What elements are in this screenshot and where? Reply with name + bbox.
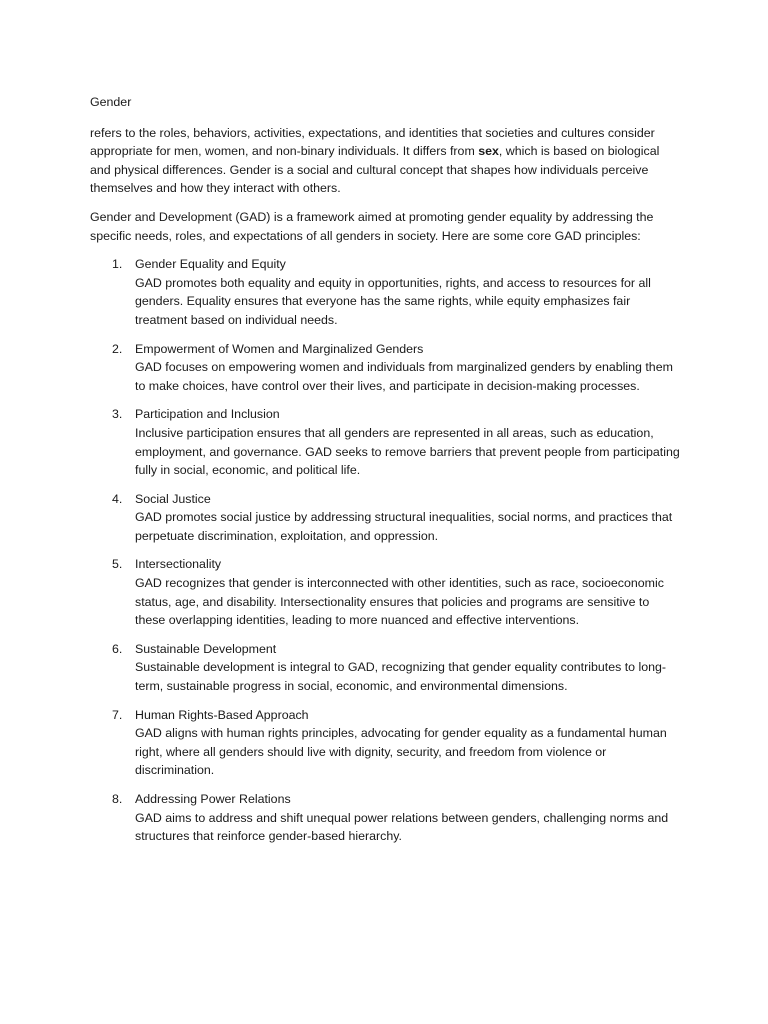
principle-number: 5. [112, 557, 123, 572]
document-body [90, 93, 680, 856]
principle-number: 4. [112, 491, 123, 506]
principle-title: Participation and Inclusion [135, 407, 280, 422]
principle-item [90, 640, 680, 696]
principle-description: GAD aims to address and shift unequal power relations between genders, challenging norms and structures that reinforce gender-based hierarchy. [135, 810, 669, 844]
principle-description: Sustainable development is integral to GAD, recognizing that gender equality contributes to long-term, sustainable progress in social, economic, and environmental dimensions. [135, 660, 667, 694]
principle-item [90, 706, 680, 780]
principle-item [90, 405, 680, 479]
principle-item [90, 340, 680, 396]
definition-text-after: , which is based on biological and physical differences. Gender is a social and cultural concept that shapes how individuals perceive themselves and how they interact with others. [90, 144, 660, 196]
principle-item [90, 255, 680, 329]
principle-number: 3. [112, 407, 123, 422]
principle-number: 2. [112, 341, 123, 356]
definition-bold-term: sex [478, 144, 499, 159]
principle-title: Intersectionality [135, 557, 222, 572]
document-title: Gender [90, 95, 132, 109]
principle-title: Empowerment of Women and Marginalized Genders [135, 341, 424, 356]
gad-principles-list [90, 255, 680, 846]
principle-title: Sustainable Development [135, 641, 277, 656]
principle-description: GAD promotes social justice by addressing structural inequalities, social norms, and practices that perpetuate discrimination, exploitation, and oppression. [135, 510, 673, 543]
principle-description: GAD focuses on empowering women and individuals from marginalized genders by enabling them to make choices, have control over their lives, and participate in decision-making processes. [135, 360, 673, 393]
principle-description: Inclusive participation ensures that all genders are represented in all areas, such as education, employment, and governance. GAD seeks to remove barriers that prevent people from participating fully in social, economic, and political life. [135, 425, 680, 478]
principle-item [90, 555, 680, 629]
principle-number: 6. [112, 641, 123, 656]
gad-intro-paragraph: Gender and Development (GAD) is a framework aimed at promoting gender equality by addressing the specific needs, roles, and expectations of all genders in society. Here are some core GAD principles: [90, 209, 654, 243]
principle-description: GAD promotes both equality and equity in opportunities, rights, and access to resources for all genders. Equality ensures that everyone has the same rights, while equity emphasizes fair treatment based on individual needs. [135, 275, 651, 327]
principle-description: GAD aligns with human rights principles, advocating for gender equality as a fundamental human right, where all genders should live with dignity, security, and freedom from violence or discrimination. [135, 726, 667, 778]
principle-item [90, 490, 680, 546]
principle-number: 8. [112, 792, 123, 806]
principle-item [90, 790, 680, 846]
principle-description: GAD recognizes that gender is interconnected with other identities, such as race, socioeconomic status, age, and disability. Intersectionality ensures that policies and programs are sensitive to these overlapping identities, leading to more nuanced and effective interventions. [135, 576, 664, 628]
principle-number: 7. [112, 707, 123, 722]
principle-title: Addressing Power Relations [135, 792, 291, 806]
principle-title: Social Justice [135, 491, 211, 506]
gender-definition-paragraph [90, 124, 680, 198]
principle-title: Human Rights-Based Approach [135, 707, 309, 722]
principle-number: 1. [112, 257, 123, 272]
definition-text-before: refers to the roles, behaviors, activities, expectations, and identities that societies and cultures consider appropriate for men, women, and non-binary individuals. It differs from [90, 125, 655, 159]
principle-title: Gender Equality and Equity [135, 257, 286, 272]
